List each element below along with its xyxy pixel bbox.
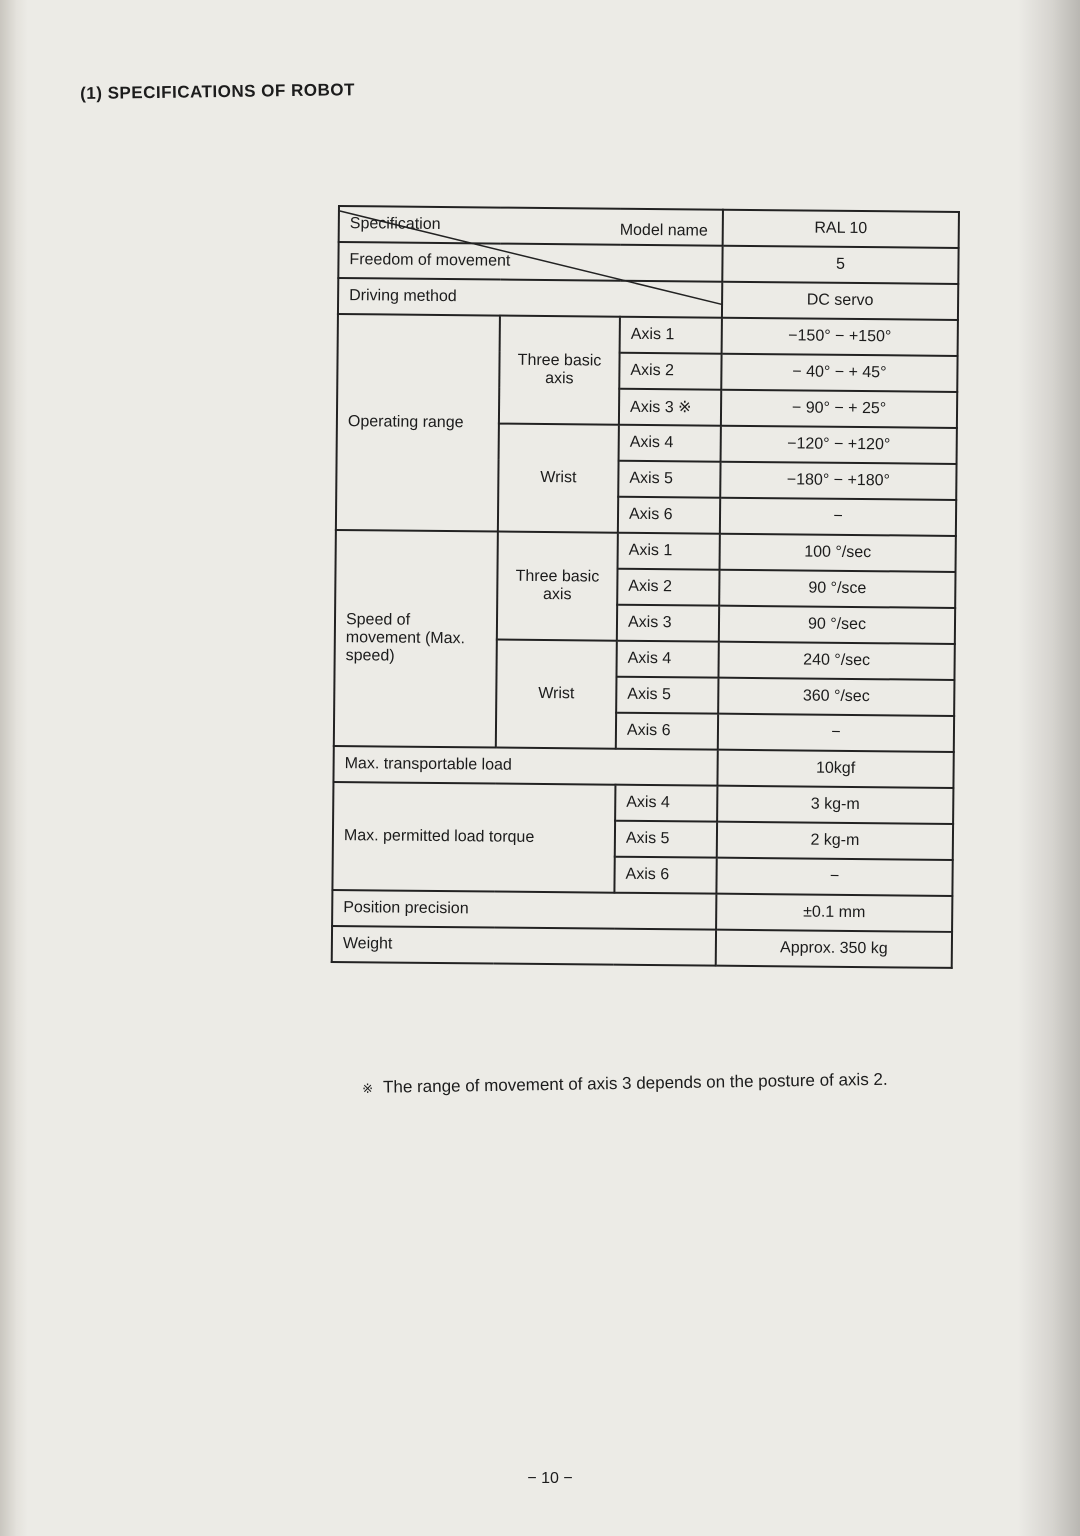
specification-label: Specification: [349, 215, 441, 233]
max-load-value: 10kgf: [717, 750, 953, 788]
freedom-label: Freedom of movement: [338, 242, 722, 282]
axis-label: Axis 5: [616, 677, 718, 714]
axis-value: −120° − +120°: [721, 426, 957, 464]
axis-label: Axis 4: [619, 425, 721, 462]
axis-label: Axis 1: [620, 317, 722, 354]
torque-label: Max. permitted load torque: [332, 782, 615, 893]
spec-table: [331, 205, 960, 969]
axis-label: Axis 3 ※: [619, 389, 721, 426]
axis-value: − 40° − + 45°: [721, 354, 957, 392]
max-load-label: Max. transportable load: [333, 746, 717, 786]
axis-value: 360 °/sec: [718, 678, 954, 716]
operating-basic-label: Three basic axis: [499, 316, 620, 425]
axis-label: Axis 6: [614, 857, 716, 894]
speed-wrist-label: Wrist: [496, 640, 617, 749]
table-row: [332, 926, 952, 968]
spec-table-wrapper: [331, 205, 958, 969]
precision-label: Position precision: [332, 890, 716, 930]
axis-value: −: [720, 498, 956, 536]
page-number: − 10 −: [527, 1470, 573, 1487]
axis-value: 90 °/sce: [719, 570, 955, 608]
axis-label: Axis 2: [617, 569, 719, 606]
axis-value: − 90° − + 25°: [721, 390, 957, 428]
section-heading: (1) SPECIFICATIONS OF ROBOT: [80, 80, 356, 103]
operating-wrist-label: Wrist: [498, 424, 619, 533]
axis-value: 2 kg-m: [717, 822, 953, 860]
weight-label: Weight: [332, 926, 716, 966]
axis-value: 3 kg-m: [717, 786, 953, 824]
footnote-text: The range of movement of axis 3 depends on the posture of axis 2.: [382, 1069, 888, 1097]
axis-value: −: [718, 714, 954, 752]
axis-label: Axis 6: [618, 497, 720, 534]
axis-value: −: [716, 858, 952, 896]
axis-label: Axis 6: [616, 713, 718, 750]
axis-value: −150° − +150°: [722, 318, 958, 356]
operating-range-label: Operating range: [336, 314, 500, 532]
freedom-value: 5: [722, 246, 958, 284]
axis-label: Axis 2: [619, 353, 721, 390]
table-row: [333, 746, 953, 788]
axis-label: Axis 3: [617, 605, 719, 642]
table-row: [333, 782, 953, 824]
driving-label: Driving method: [338, 278, 722, 318]
axis-value: 100 °/sec: [720, 534, 956, 572]
axis-label: Axis 4: [615, 785, 717, 822]
page-edge-shadow-right: [1018, 0, 1080, 1536]
page-edge-shadow-left: [0, 0, 28, 1536]
precision-value: ±0.1 mm: [716, 894, 952, 932]
footnote: [362, 1070, 888, 1098]
table-row: [336, 530, 956, 572]
model-name-label: Model name: [619, 221, 708, 240]
driving-value: DC servo: [722, 282, 958, 320]
axis-label: Axis 4: [616, 641, 718, 678]
footnote-mark: ※: [362, 1080, 374, 1096]
axis-value: 90 °/sec: [719, 606, 955, 644]
speed-basic-label: Three basic axis: [497, 532, 618, 641]
table-header-row: [339, 206, 959, 248]
table-row: [338, 314, 958, 356]
axis-value: −180° − +180°: [720, 462, 956, 500]
speed-label: Speed of movement (Max. speed): [334, 530, 498, 748]
table-row: [332, 890, 952, 932]
axis-label: Axis 5: [615, 821, 717, 858]
axis-value: 240 °/sec: [718, 642, 954, 680]
weight-value: Approx. 350 kg: [716, 930, 952, 968]
model-value: RAL 10: [723, 210, 959, 248]
axis-label: Axis 5: [618, 461, 720, 498]
axis-label: Axis 1: [618, 533, 720, 570]
header-diagonal-cell: [339, 206, 723, 246]
